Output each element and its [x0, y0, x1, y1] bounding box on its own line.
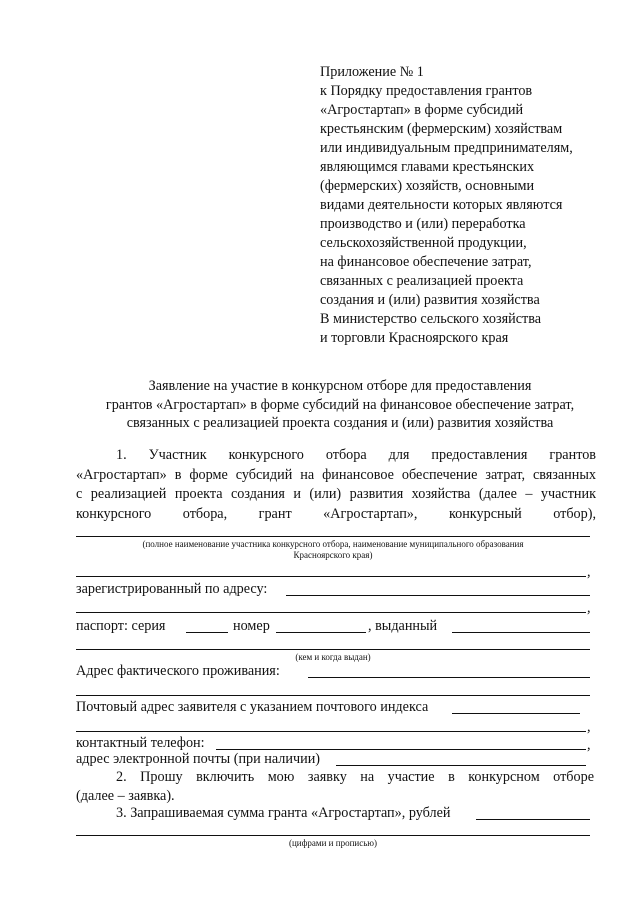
p2-line: (далее – заявка). [76, 788, 175, 804]
p2-line: 2. Прошу включить мою заявку на участие в конкурсном отборе [116, 769, 594, 785]
applicant-name-field-2[interactable] [76, 576, 586, 577]
hint-issued: (кем и когда выдан) [295, 652, 371, 662]
actual-address-field-2[interactable] [76, 695, 590, 696]
appendix-line: (фермерских) хозяйств, основными [320, 178, 535, 194]
appendix-line: крестьянским (фермерским) хозяйствам [320, 121, 563, 137]
actual-address-label: Адрес фактического проживания: [76, 663, 280, 679]
appendix-line: являющимся главами крестьянских [320, 159, 535, 175]
hint-line: (полное наименование участника конкурсного отбора, наименование муниципального образования [142, 539, 524, 549]
comma: , [587, 600, 591, 616]
grant-amount-field[interactable] [476, 819, 590, 820]
postal-address-field[interactable] [452, 713, 580, 714]
p1-line: конкурсного отбора, грант «Агростартап», конкурсный отбор), [76, 505, 596, 522]
postal-address-label: Почтовый адрес заявителя с указанием почтового индекса [76, 699, 429, 715]
passport-series-field[interactable] [186, 632, 228, 633]
addressee-line: и торговли Красноярского края [320, 330, 509, 346]
comma: , [587, 564, 591, 580]
appendix-line: производство и (или) переработка [320, 216, 526, 232]
appendix-line: создания и (или) развития хозяйства [320, 292, 540, 308]
appendix-line: сельскохозяйственной продукции, [320, 235, 527, 251]
appendix-line: видами деятельности которых являются [320, 197, 563, 213]
passport-series-label: паспорт: серия [76, 618, 166, 634]
grant-amount-label: 3. Запрашиваемая сумма гранта «Агростартап», рублей [116, 805, 451, 821]
appendix-line: к Порядку предоставления грантов [320, 83, 533, 99]
actual-address-field[interactable] [308, 677, 590, 678]
appendix-line: связанных с реализацией проекта [320, 273, 524, 289]
passport-issued-field-2[interactable] [76, 649, 590, 650]
registered-address-field-2[interactable] [76, 612, 586, 613]
hint-amount: (цифрами и прописью) [288, 838, 378, 848]
email-label: адрес электронной почты (при наличии) [76, 751, 321, 767]
postal-address-field-2[interactable] [76, 731, 586, 732]
appendix-line: Приложение № 1 [320, 64, 424, 80]
title-line: связанных с реализацией проекта создания и (или) развития хозяйства [126, 415, 554, 431]
paragraph-2 [76, 768, 594, 806]
appendix-line: или индивидуальным предпринимателям, [320, 140, 573, 156]
grant-amount-field-2[interactable] [76, 835, 590, 836]
paragraph-1 [76, 446, 596, 524]
phone-label: контактный телефон: [76, 735, 205, 751]
email-field[interactable] [336, 765, 586, 766]
hint-applicant-name [76, 539, 590, 561]
addressee-line: В министерство сельского хозяйства [320, 311, 542, 327]
comma: , [587, 737, 591, 753]
document-title [40, 377, 640, 433]
passport-number-field[interactable] [276, 632, 366, 633]
hint-line: Красноярского края) [293, 550, 373, 560]
passport-issued-field[interactable] [452, 632, 590, 633]
appendix-line: на финансовое обеспечение затрат, [320, 254, 532, 270]
p1-line: с реализацией проекта создания и (или) развития хозяйства (далее – участник [76, 486, 596, 502]
passport-issued-label: , выданный [368, 618, 438, 634]
p1-line: «Агростартап» в форме субсидий на финансовое обеспечение затрат, связанных [76, 466, 596, 483]
title-line: грантов «Агростартап» в форме субсидий на финансовое обеспечение затрат, [105, 396, 575, 413]
passport-number-label: номер [233, 618, 270, 634]
registered-address-label: зарегистрированный по адресу: [76, 581, 268, 597]
p1-line: 1. Участник конкурсного отбора для предоставления грантов [116, 447, 596, 463]
applicant-name-field[interactable] [76, 536, 590, 537]
comma: , [587, 719, 591, 735]
appendix-line: «Агростартап» в форме субсидий [320, 102, 524, 118]
title-line: Заявление на участие в конкурсном отборе для предоставления [148, 378, 532, 394]
registered-address-field[interactable] [286, 595, 590, 596]
